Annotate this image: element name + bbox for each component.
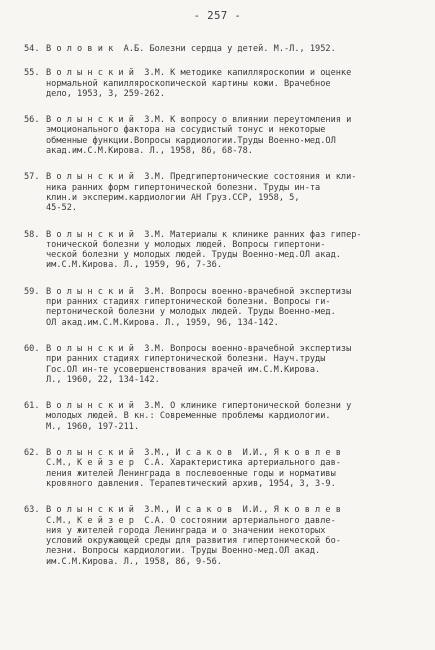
- entry-number: 62.: [24, 448, 40, 459]
- entry-number: 54.: [24, 44, 40, 54]
- entry-text: В о л ы н с к и й З.М. К вопросу о влиянии переутомления и эмоционального фактора на сосудистый тонус и некоторые обменные функции.Вопросы кардиологии.Труды Военно-мед.ОЛ акад.им.С.М.Кирова. Л., 1958, 86, 68-78.: [46, 115, 352, 157]
- entry-text: В о л ы н с к и й З.М. Предгипертонические состояния и кли- ника ранних форм гипертонической болезни. Труды ин-та клин.и эксперим.кардиологии АН Груз.ССР, 1958, 5, 45-52.: [46, 172, 357, 214]
- entry-number: 55.: [24, 68, 40, 79]
- entry-text: В о л ы н с к и й З.М. К методике капилляроскопии и оценке нормальной капилляроскопической картины кожи. Врачебное дело, 1953, 3, 259-262.: [46, 68, 352, 99]
- bibliography-entry: [24, 44, 425, 54]
- entry-text: В о л ы н с к и й З.М. Вопросы военно-врачебной экспертизы при ранних стадиях гипертонической болезни. Вопросы ги- пертонической болезни у молодых людей. Труды Военно-мед. ОЛ акад.им.С.М.Кирова. Л., 1959, 96, 134-142.: [46, 286, 352, 328]
- entry-number: 56.: [24, 115, 40, 126]
- entry-text: В о л ы н с к и й З.М. Материалы к клинике ранних фаз гипер- тонической болезни у молодых людей. Вопросы гипертони- ческой болезни у молодых людей. Труды Военно-мед.ОЛ акад. им.С.М.Кирова. Л., 1959, 96, 7-36.: [46, 229, 362, 271]
- entry-text: В о л ы н с к и й З.М. О клинике гипертонической болезни у молодых людей. В кн.: Современные проблемы кардиологии. М., 1960, 197-211.: [46, 401, 352, 432]
- entry-text: В о л о в и к А.Б. Болезни сердца у детей. М.-Л., 1952.: [46, 44, 336, 54]
- entry-text: В о л ы н с к и й З.М. Вопросы военно-врачебной экспертизы при ранних стадиях гипертонической болезни. Науч.труды Гос.ОЛ ин-те усовершенствования врачей им.С.М.Кирова. Л., 1960, 22, 134-142.: [46, 343, 352, 385]
- bibliography-entry: [24, 344, 425, 385]
- bibliography-entry: [24, 115, 425, 156]
- entry-text: В о л ы н с к и й З.М., И с а к о в И.И., Я к о в л е в С.М., К е й з е р С.А. О состоянии артериального давле- ния у жителей города Ленинграда и о значении некоторых условий окружающей среды для развития гипертонической бо- лезни. Вопросы кардиологии. Труды Военно-мед.ОЛ акад. им.С.М.Кирова. Л., 1958, 86, 9-56.: [46, 505, 341, 567]
- page-number: - 257 -: [193, 10, 242, 22]
- bibliography-entry: [24, 401, 425, 432]
- bibliography-entry: [24, 287, 425, 328]
- entry-text: В о л ы н с к и й З.М., И с а к о в И.И., Я к о в л е в С.М., К е й з е р С.А. Характеристика артериального дав- ления жителей Ленинграда в послевоенные годы и нормативы кровяного давления. Терапевтический архив, 1954, 3, 3-9.: [46, 448, 341, 489]
- entry-number: 60.: [24, 343, 40, 354]
- bibliography-list: [24, 44, 425, 583]
- entry-number: 58.: [24, 229, 40, 240]
- entry-number: 59.: [24, 286, 40, 297]
- entry-number: 61.: [24, 401, 40, 412]
- entry-number: 57.: [24, 172, 40, 183]
- bibliography-entry: [24, 505, 425, 567]
- bibliography-entry: [24, 230, 425, 271]
- entry-number: 63.: [24, 505, 40, 516]
- bibliography-entry: [24, 172, 425, 213]
- bibliography-entry: [24, 68, 425, 99]
- bibliography-entry: [24, 448, 425, 489]
